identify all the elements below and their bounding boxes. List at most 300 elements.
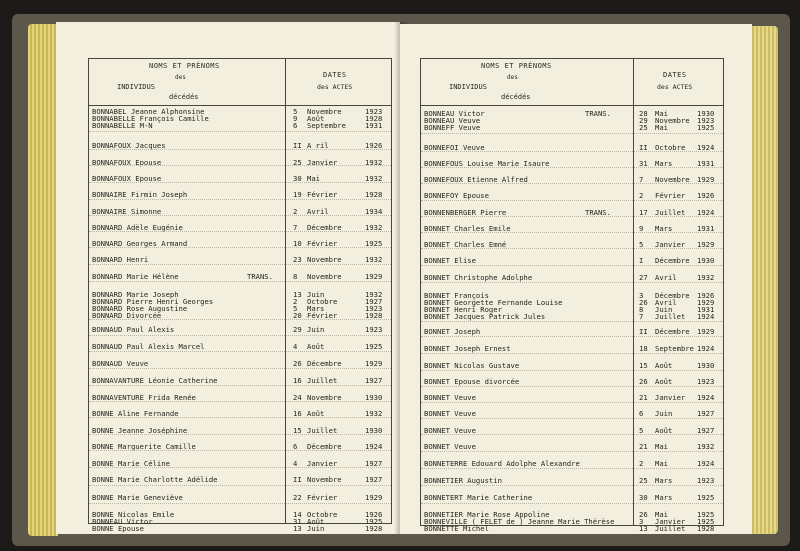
entry-year: 1926 (365, 510, 383, 519)
entry-name: BONNAUD Veuve (92, 359, 149, 368)
register-row (421, 377, 723, 386)
entry-month: Mai (655, 459, 668, 468)
register-row (421, 493, 723, 502)
entry-month: Février (307, 493, 338, 502)
entry-month: Avril (655, 298, 677, 307)
row-rule (421, 451, 723, 452)
header-individus: INDIVIDUS (449, 83, 487, 91)
entry-month: Décembre (655, 327, 690, 336)
entry-month: Janvier (655, 517, 686, 526)
row-rule (421, 321, 723, 322)
entry-year: 1926 (697, 291, 715, 300)
entry-month: Mars (655, 159, 673, 168)
entry-year: 1930 (365, 393, 383, 402)
row-rule (421, 485, 723, 486)
entry-name: BONNET Veuve (424, 426, 476, 435)
entry-day: 30 (293, 174, 302, 183)
entry-year: 1931 (697, 224, 715, 233)
entry-month: Février (307, 239, 338, 248)
row-rule (89, 335, 391, 336)
register-row (421, 459, 723, 468)
entry-month: Juillet (655, 524, 686, 533)
row-rule (421, 133, 723, 134)
header-des: des (507, 74, 518, 81)
entry-year: 1929 (365, 493, 383, 502)
entry-year: 1930 (697, 256, 715, 265)
entry-month: Juin (307, 524, 325, 533)
row-rule (89, 281, 391, 282)
entry-year: 1927 (365, 297, 383, 306)
entry-month: Novembre (307, 272, 342, 281)
entry-name: BONNAVANTURE Léonie Catherine (92, 376, 218, 385)
entry-day: 15 (293, 426, 302, 435)
entry-year: 1927 (365, 475, 383, 484)
entry-name: BONNET Veuve (424, 409, 476, 418)
entry-year: 1931 (697, 305, 715, 314)
entry-name: BONNARD Henri (92, 255, 149, 264)
entry-year: 1926 (365, 141, 383, 150)
header-des: des (175, 74, 186, 81)
entry-name: BONNET Joseph Ernest (424, 344, 511, 353)
entry-day: 16 (293, 409, 302, 418)
entry-month: Juin (655, 305, 673, 314)
entry-year: 1928 (697, 524, 715, 533)
header-dates: DATES (663, 71, 687, 79)
entry-name: BONNETIER Marie Rose Appoline (424, 510, 550, 519)
entry-month: Février (655, 191, 686, 200)
entry-name: BONNAFOUX Jacques (92, 141, 166, 150)
row-rule (421, 386, 723, 387)
entry-day: 9 (293, 114, 298, 123)
register-row (89, 342, 391, 351)
entry-year: 1928 (365, 114, 383, 123)
entry-name: BONNET François (424, 291, 489, 300)
row-rule (89, 467, 391, 468)
entry-month: Juin (307, 290, 325, 299)
entry-name: BONNARD Divorcée (92, 311, 162, 320)
entry-month: Août (655, 377, 673, 386)
entry-month: Décembre (307, 223, 342, 232)
row-rule (89, 368, 391, 369)
right-page (400, 24, 752, 534)
entry-month: Novembre (655, 116, 690, 125)
entry-name: BONNE Epouse (92, 524, 144, 533)
register-row (421, 344, 723, 353)
entry-name: BONNABEL Jeanne Alphonsine (92, 107, 205, 116)
entry-year: 1927 (697, 426, 715, 435)
entry-day: 13 (639, 524, 648, 533)
entry-day: 2 (639, 191, 644, 200)
entry-day: 8 (639, 305, 644, 314)
entry-year: 1932 (365, 255, 383, 264)
left-table-header (89, 59, 391, 106)
entry-year: 1923 (365, 107, 383, 116)
entry-month: A ril (307, 141, 329, 150)
entry-day: 6 (293, 121, 298, 130)
entry-month: Janvier (307, 459, 338, 468)
entry-year: 1924 (365, 442, 383, 451)
register-row (421, 409, 723, 418)
entry-month: Juin (307, 325, 325, 334)
entry-year: 1929 (697, 240, 715, 249)
entry-month: Novembre (307, 393, 342, 402)
entry-day: 24 (293, 393, 302, 402)
entry-year: 1925 (365, 517, 383, 526)
entry-year: 1924 (697, 312, 715, 321)
entry-year: 1925 (365, 342, 383, 351)
entry-day: 9 (639, 224, 644, 233)
entry-month: Mars (655, 493, 673, 502)
entry-name: BONNET Henri Roger (424, 305, 502, 314)
entry-name: BONNEFOUX Etienne Alfred (424, 175, 528, 184)
entry-name: BONNAIRE Simonne (92, 207, 162, 216)
register-row (421, 191, 723, 200)
entry-day: 26 (639, 298, 648, 307)
entry-day: 31 (293, 517, 302, 526)
entry-name: BONNE Marie Geneviève (92, 493, 183, 502)
entry-year: 1932 (365, 409, 383, 418)
entry-day: 25 (639, 476, 648, 485)
row-rule (89, 485, 391, 486)
register-row (89, 359, 391, 368)
entry-month: Juillet (307, 376, 338, 385)
entry-name: BONNETIER Augustin (424, 476, 502, 485)
entry-month: Mars (655, 224, 673, 233)
entry-year: 1927 (697, 409, 715, 418)
entry-name: BONNAUD Paul Alexis (92, 325, 175, 334)
entry-name: BONNAUD Paul Alexis Marcel (92, 342, 205, 351)
row-rule (89, 131, 391, 132)
entry-day: 23 (293, 255, 302, 264)
row-rule (89, 401, 391, 402)
entry-month: Janvier (655, 393, 686, 402)
header-des-actes: des ACTES (317, 83, 353, 91)
register-row (421, 327, 723, 336)
entry-year: 1925 (697, 123, 715, 132)
entry-year: 1923 (697, 476, 715, 485)
entry-month: Avril (307, 207, 329, 216)
row-rule (89, 247, 391, 248)
entry-month: Juin (655, 409, 673, 418)
entry-name: BONNE Nicolas Emile (92, 510, 175, 519)
entry-day: 7 (639, 312, 644, 321)
entry-month: Décembre (307, 442, 342, 451)
entry-month: Mai (655, 442, 668, 451)
entry-year: 1928 (365, 311, 383, 320)
entry-name: BONNARD Pierre Henri Georges (92, 297, 214, 306)
entry-day: 13 (293, 290, 302, 299)
entry-name: BONNEFF Veuve (424, 123, 481, 132)
header-noms: NOMS ET PRÉNOMS (481, 62, 552, 70)
entry-year: 1929 (365, 359, 383, 368)
entry-year: 1929 (697, 298, 715, 307)
entry-day: II (639, 327, 648, 336)
header-individus: INDIVIDUS (117, 83, 155, 91)
entry-year: 1924 (697, 208, 715, 217)
row-rule (89, 199, 391, 200)
entry-month: Avril (655, 273, 677, 282)
entry-name: BONNAIRE Firmin Joseph (92, 190, 188, 199)
row-rule (89, 434, 391, 435)
entry-trans: TRANS. (585, 208, 611, 217)
entry-name: BONNARD Rose Augustine (92, 304, 188, 313)
entry-day: 27 (639, 273, 648, 282)
entry-month: Janvier (307, 158, 338, 167)
entry-name: BONNET Charles Emné (424, 240, 507, 249)
entry-year: 1925 (697, 517, 715, 526)
entry-name: BONNEAU Victor (424, 109, 485, 118)
entry-month: Août (655, 426, 673, 435)
entry-name: BONNEFOUS Louise Marie Isaure (424, 159, 550, 168)
entry-day: 29 (293, 325, 302, 334)
row-rule (421, 265, 723, 266)
entry-year: 1932 (697, 442, 715, 451)
entry-day: 2 (293, 297, 298, 306)
entry-year: 1925 (365, 239, 383, 248)
entry-day: 5 (293, 304, 298, 313)
entry-name: BONNE Marguerite Camille (92, 442, 196, 451)
entry-name: BONNET Georgette Fernande Louise (424, 298, 563, 307)
entry-day: 22 (293, 493, 302, 502)
entry-day: 16 (293, 376, 302, 385)
entry-month: Juillet (655, 312, 686, 321)
entry-day: 25 (293, 158, 302, 167)
entry-year: 1929 (365, 272, 383, 281)
entry-month: Février (307, 190, 338, 199)
row-rule (421, 434, 723, 435)
entry-month: Octobre (307, 510, 338, 519)
entry-month: Mars (307, 304, 325, 313)
entry-name: BONNET Christophe Adolphe (424, 273, 533, 282)
entry-day: 3 (639, 517, 644, 526)
entry-month: Août (307, 114, 325, 123)
entry-day: 15 (639, 361, 648, 370)
entry-month: Octobre (307, 297, 338, 306)
entry-name: BONNET Jacques Patrick Jules (424, 312, 546, 321)
entry-name: BONNEVILLE ( FELET de ) Jeanne Marie Thérèse (424, 517, 615, 526)
entry-day: 21 (639, 442, 648, 451)
entry-month: Septembre (655, 344, 694, 353)
entry-day: 31 (639, 159, 648, 168)
row-rule (421, 200, 723, 201)
entry-year: 1923 (697, 116, 715, 125)
register-row (89, 524, 391, 533)
entry-year: 1932 (365, 158, 383, 167)
register-row (89, 475, 391, 484)
entry-year: 1923 (365, 304, 383, 313)
entry-name: BONNE Jeanne Joséphine (92, 426, 188, 435)
entry-day: 3 (639, 291, 644, 300)
row-rule (421, 370, 723, 371)
entry-year: 1925 (697, 510, 715, 519)
entry-year: 1932 (365, 174, 383, 183)
entry-day: 17 (639, 208, 648, 217)
entry-month: Novembre (307, 255, 342, 264)
entry-name: BONNET Charles Emile (424, 224, 511, 233)
row-rule (89, 385, 391, 386)
register-row (421, 123, 723, 132)
entry-year: 1927 (365, 376, 383, 385)
entry-day: 6 (293, 442, 298, 451)
entry-day: 8 (293, 272, 298, 281)
right-table-header (421, 59, 723, 106)
register-row (421, 273, 723, 282)
entry-month: Décembre (655, 291, 690, 300)
row-rule (89, 417, 391, 418)
entry-day: 2 (293, 207, 298, 216)
entry-year: 1928 (365, 190, 383, 199)
entry-day: 7 (639, 175, 644, 184)
register-row (89, 325, 391, 334)
register-row (89, 190, 391, 199)
entry-year: 1923 (365, 325, 383, 334)
entry-day: II (293, 475, 302, 484)
entry-name: BONNARD Marie Hélène (92, 272, 179, 281)
row-rule (421, 248, 723, 249)
entry-month: Novembre (307, 475, 342, 484)
header-des-actes: des ACTES (657, 83, 693, 91)
entry-day: 30 (639, 493, 648, 502)
register-row (89, 376, 391, 385)
entry-day: 13 (293, 524, 302, 533)
row-rule (89, 319, 391, 320)
row-rule (421, 418, 723, 419)
row-rule (89, 264, 391, 265)
entry-day: 21 (639, 393, 648, 402)
row-rule (421, 503, 723, 504)
row-rule (421, 282, 723, 283)
row-rule (421, 353, 723, 354)
register-row (421, 442, 723, 451)
entry-year: 1929 (697, 175, 715, 184)
entry-year: 1931 (697, 159, 715, 168)
entry-year: 1930 (365, 426, 383, 435)
entry-name: BONNARD Adèle Eugénie (92, 223, 183, 232)
entry-year: 1932 (365, 223, 383, 232)
entry-month: Août (307, 342, 325, 351)
row-rule (421, 167, 723, 168)
row-rule (89, 165, 391, 166)
entry-month: Décembre (307, 359, 342, 368)
entry-name: BONNE Aline Fernande (92, 409, 179, 418)
header-decedes: décédés (169, 93, 199, 101)
entry-day: 20 (293, 311, 302, 320)
row-rule (89, 503, 391, 504)
entry-year: 1924 (697, 143, 715, 152)
entry-day: 29 (639, 116, 648, 125)
entry-year: 1924 (697, 344, 715, 353)
entry-year: 1928 (365, 524, 383, 533)
entry-year: 1924 (697, 459, 715, 468)
entry-name: BONNEFOY Epouse (424, 191, 489, 200)
row-rule (421, 151, 723, 152)
entry-month: Juillet (655, 208, 686, 217)
entry-year: 1930 (697, 109, 715, 118)
register-row (89, 493, 391, 502)
entry-year: 1932 (365, 290, 383, 299)
entry-name: BONNARD Georges Armand (92, 239, 188, 248)
left-page (56, 22, 400, 534)
entry-day: 26 (293, 359, 302, 368)
entry-day: 5 (639, 426, 644, 435)
row-rule (421, 183, 723, 184)
row-rule (421, 336, 723, 337)
entry-name: BONNE Marie Céline (92, 459, 170, 468)
entry-name: BONNENBERGER Pierre (424, 208, 507, 217)
entry-day: 28 (639, 109, 648, 118)
entry-name: BONNET Elise (424, 256, 476, 265)
entry-day: 6 (639, 409, 644, 418)
entry-month: Mars (655, 476, 673, 485)
entry-day: 5 (639, 240, 644, 249)
row-rule (421, 402, 723, 403)
register-row (421, 476, 723, 485)
entry-name: BONNETERT Marie Catherine (424, 493, 533, 502)
entry-name: BONNETTE Michel (424, 524, 489, 533)
register-row (421, 393, 723, 402)
entry-day: 7 (293, 223, 298, 232)
entry-day: 19 (293, 190, 302, 199)
entry-name: BONNAFOUX Epouse (92, 158, 162, 167)
entry-day: 10 (293, 239, 302, 248)
row-rule (89, 215, 391, 216)
header-dates: DATES (323, 71, 347, 79)
entry-trans: TRANS. (585, 109, 611, 118)
entry-month: Août (655, 361, 673, 370)
entry-month: Juillet (307, 426, 338, 435)
entry-month: Novembre (307, 107, 342, 116)
header-decedes: décédés (501, 93, 531, 101)
entry-year: 1931 (365, 121, 383, 130)
entry-day: 26 (639, 510, 648, 519)
entry-trans: TRANS. (247, 272, 273, 281)
entry-year: 1925 (697, 493, 715, 502)
entry-day: 18 (639, 344, 648, 353)
entry-day: 14 (293, 510, 302, 519)
entry-day: 25 (639, 123, 648, 132)
entry-name: BONNET Joseph (424, 327, 481, 336)
entry-name: BONNABELLE François Camille (92, 114, 209, 123)
entry-month: Janvier (655, 240, 686, 249)
row-rule (89, 149, 391, 150)
entry-month: Février (307, 311, 338, 320)
entry-day: 4 (293, 459, 298, 468)
register-row (89, 255, 391, 264)
entry-day: 5 (293, 107, 298, 116)
page-edges-left (28, 24, 58, 536)
entry-name: BONNEAU Victor (92, 517, 153, 526)
entry-name: BONNET Veuve (424, 442, 476, 451)
entry-day: 2 (639, 459, 644, 468)
entry-month: Août (307, 409, 325, 418)
entry-name: BONNAFOUX Epouse (92, 174, 162, 183)
row-rule (89, 351, 391, 352)
entry-day: 4 (293, 342, 298, 351)
entry-month: Septembre (307, 121, 346, 130)
entry-month: Octobre (655, 143, 686, 152)
header-noms: NOMS ET PRÉNOMS (149, 62, 220, 70)
entry-month: Mai (655, 123, 668, 132)
row-rule (89, 231, 391, 232)
entry-name: BONNARD Marie Joseph (92, 290, 179, 299)
row-rule (421, 216, 723, 217)
left-register-table (88, 58, 392, 533)
entry-month: Décembre (655, 256, 690, 265)
entry-year: 1927 (365, 459, 383, 468)
entry-month: Août (307, 517, 325, 526)
entry-name: BONNAVENTURE Frida Renée (92, 393, 196, 402)
entry-month: Mai (307, 174, 320, 183)
